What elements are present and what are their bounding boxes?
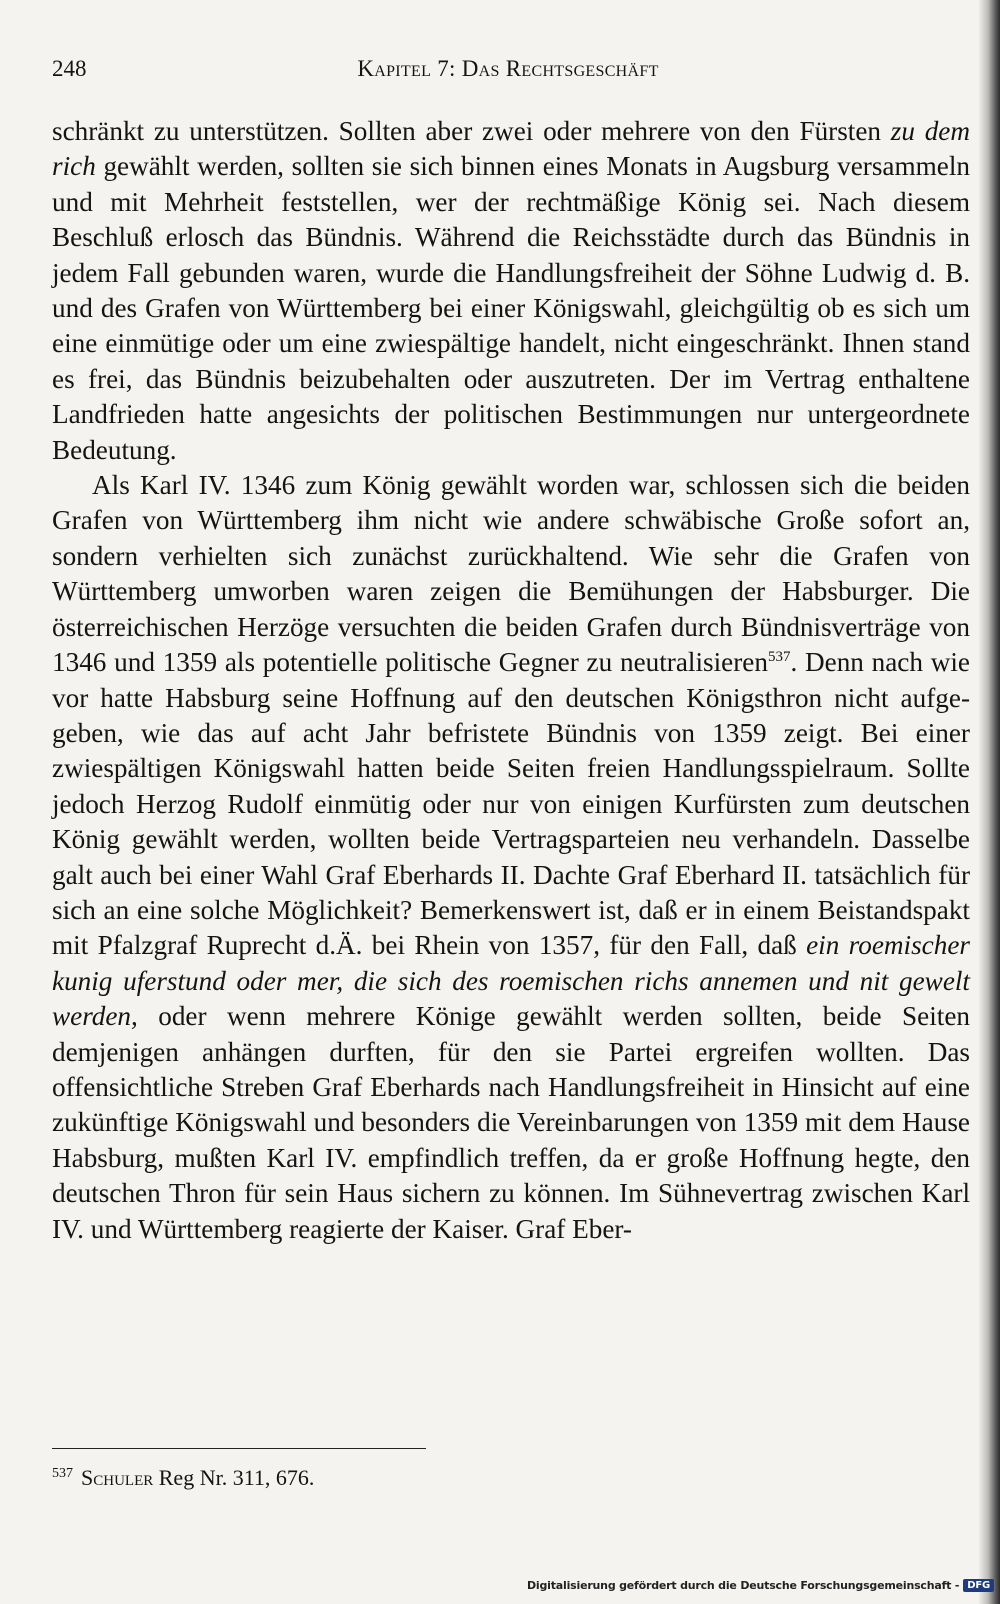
footnote-reference: 537: [767, 649, 791, 666]
digitization-note: Digitalisierung gefördert durch die Deutsche Forschungsgemeinschaft -: [526, 1578, 960, 1592]
body-text: [52, 114, 970, 1247]
footnote-number: 537: [52, 1465, 73, 1481]
paragraph-1-text-b: gewählt werden, sollten sie sich binnen eines Monats in Augsburg versammeln und mit Mehrheit feststellen, wer der rechtmäßige König sei. Nach diesem Beschluß erlosch das Bündnis. Während die Reichsstädte durch das Bündnis in jedem Fall gebunden waren, wurde die Handlungsfreiheit der Söhne Ludwig d. B. und des Grafen von Württemberg bei einer Königswahl, gleichgültig ob es sich um eine einmütige oder um eine zwiespältige handelt, nicht eingeschränkt. Ihnen stand es frei, das Bündnis beizubehalten oder auszutreten. Der im Vertrag enthaltene Landfrieden hatte angesichts der politischen Bestimmungen nur untergeordnete Bedeutung.: [52, 151, 970, 465]
page-header: [52, 56, 964, 92]
paragraph-1-italic-quote: zu dem rich: [52, 116, 970, 182]
footnote: [52, 1464, 314, 1492]
running-head: Kapitel 7: Das Rechtsgeschäft: [357, 56, 659, 81]
paragraph-1-text-a: schränkt zu unterstützen. Sollten aber zwei oder mehrere von den Fürsten: [52, 116, 891, 146]
paragraph-2-text-c: oder wenn mehrere Könige gewählt werden sollten, beide Seiten demjenigen anhängen durften, für den sie Partei ergreifen wollten. Das offensichtliche Streben Graf Eberhards nach Handlungsfreiheit in Hinsicht auf eine zukünftige Königswahl und besonders die Vereinbarungen von 1359 mit dem Hause Habsburg, mußten Karl IV. empfindlich treffen, da er große Hoffnung hegte, den deutschen Thron für sein Haus sichern zu können. Im Sühnevertrag zwischen Karl IV. und Württemberg reagierte der Kaiser. Graf Eber-: [52, 1001, 970, 1244]
footnote-author: Schuler: [81, 1465, 154, 1490]
paragraph-2: [52, 468, 970, 1247]
paragraph-2-italic-quote: ein roemischer kunig uferstund oder mer, die sich des roemischen richs annemen und nit gewelt werden,: [52, 930, 970, 1032]
footnote-text: Reg Nr. 311, 676.: [153, 1465, 315, 1490]
dfg-logo-icon: DFG: [963, 1579, 994, 1592]
page-number: 248: [52, 56, 87, 81]
scan-edge-shadow: [978, 0, 1000, 1604]
paragraph-2-text-b: . Denn nach wie vor hatte Habsburg seine Hoffnung auf den deutschen Königsthron nicht aufgegeben, wie das auf acht Jahr befristete Bündnis von 1359 zeigt. Bei einer zwiespältigen Königswahl hatten beide Seiten freien Handlungsspielraum. Sollte jedoch Herzog Rudolf einmütig oder nur von einigen Kurfürsten zum deutschen König gewählt werden, wollten beide Vertragsparteien neu verhandeln. Dasselbe galt auch bei einer Wahl Graf Eberhards II. Dachte Graf Eberhard II. tatsächlich für sich an eine solche Möglichkeit? Bemerkenswert ist, daß er in einem Beistandspakt mit Pfalzgraf Ruprecht d.Ä. bei Rhein von 1357, für den Fall, daß: [52, 647, 970, 961]
digitization-credit: [527, 1576, 994, 1594]
paragraph-2-text-a: Als Karl IV. 1346 zum König gewählt worden war, schlossen sich die beiden Grafen von Württemberg ihm nicht wie andere schwäbische Große sofort an, sondern verhielten sich zunächst zurückhaltend. Wie sehr die Grafen von Württemberg umworben waren zeigen die Bemühungen der Habsburger. Die österreichischen Herzöge versuchten die beiden Grafen durch Bündnisverträge von 1346 und 1359 als potentielle politische Gegner zu neutralisieren: [52, 470, 970, 678]
paragraph-1: [52, 114, 970, 468]
footnote-divider: [52, 1448, 426, 1449]
